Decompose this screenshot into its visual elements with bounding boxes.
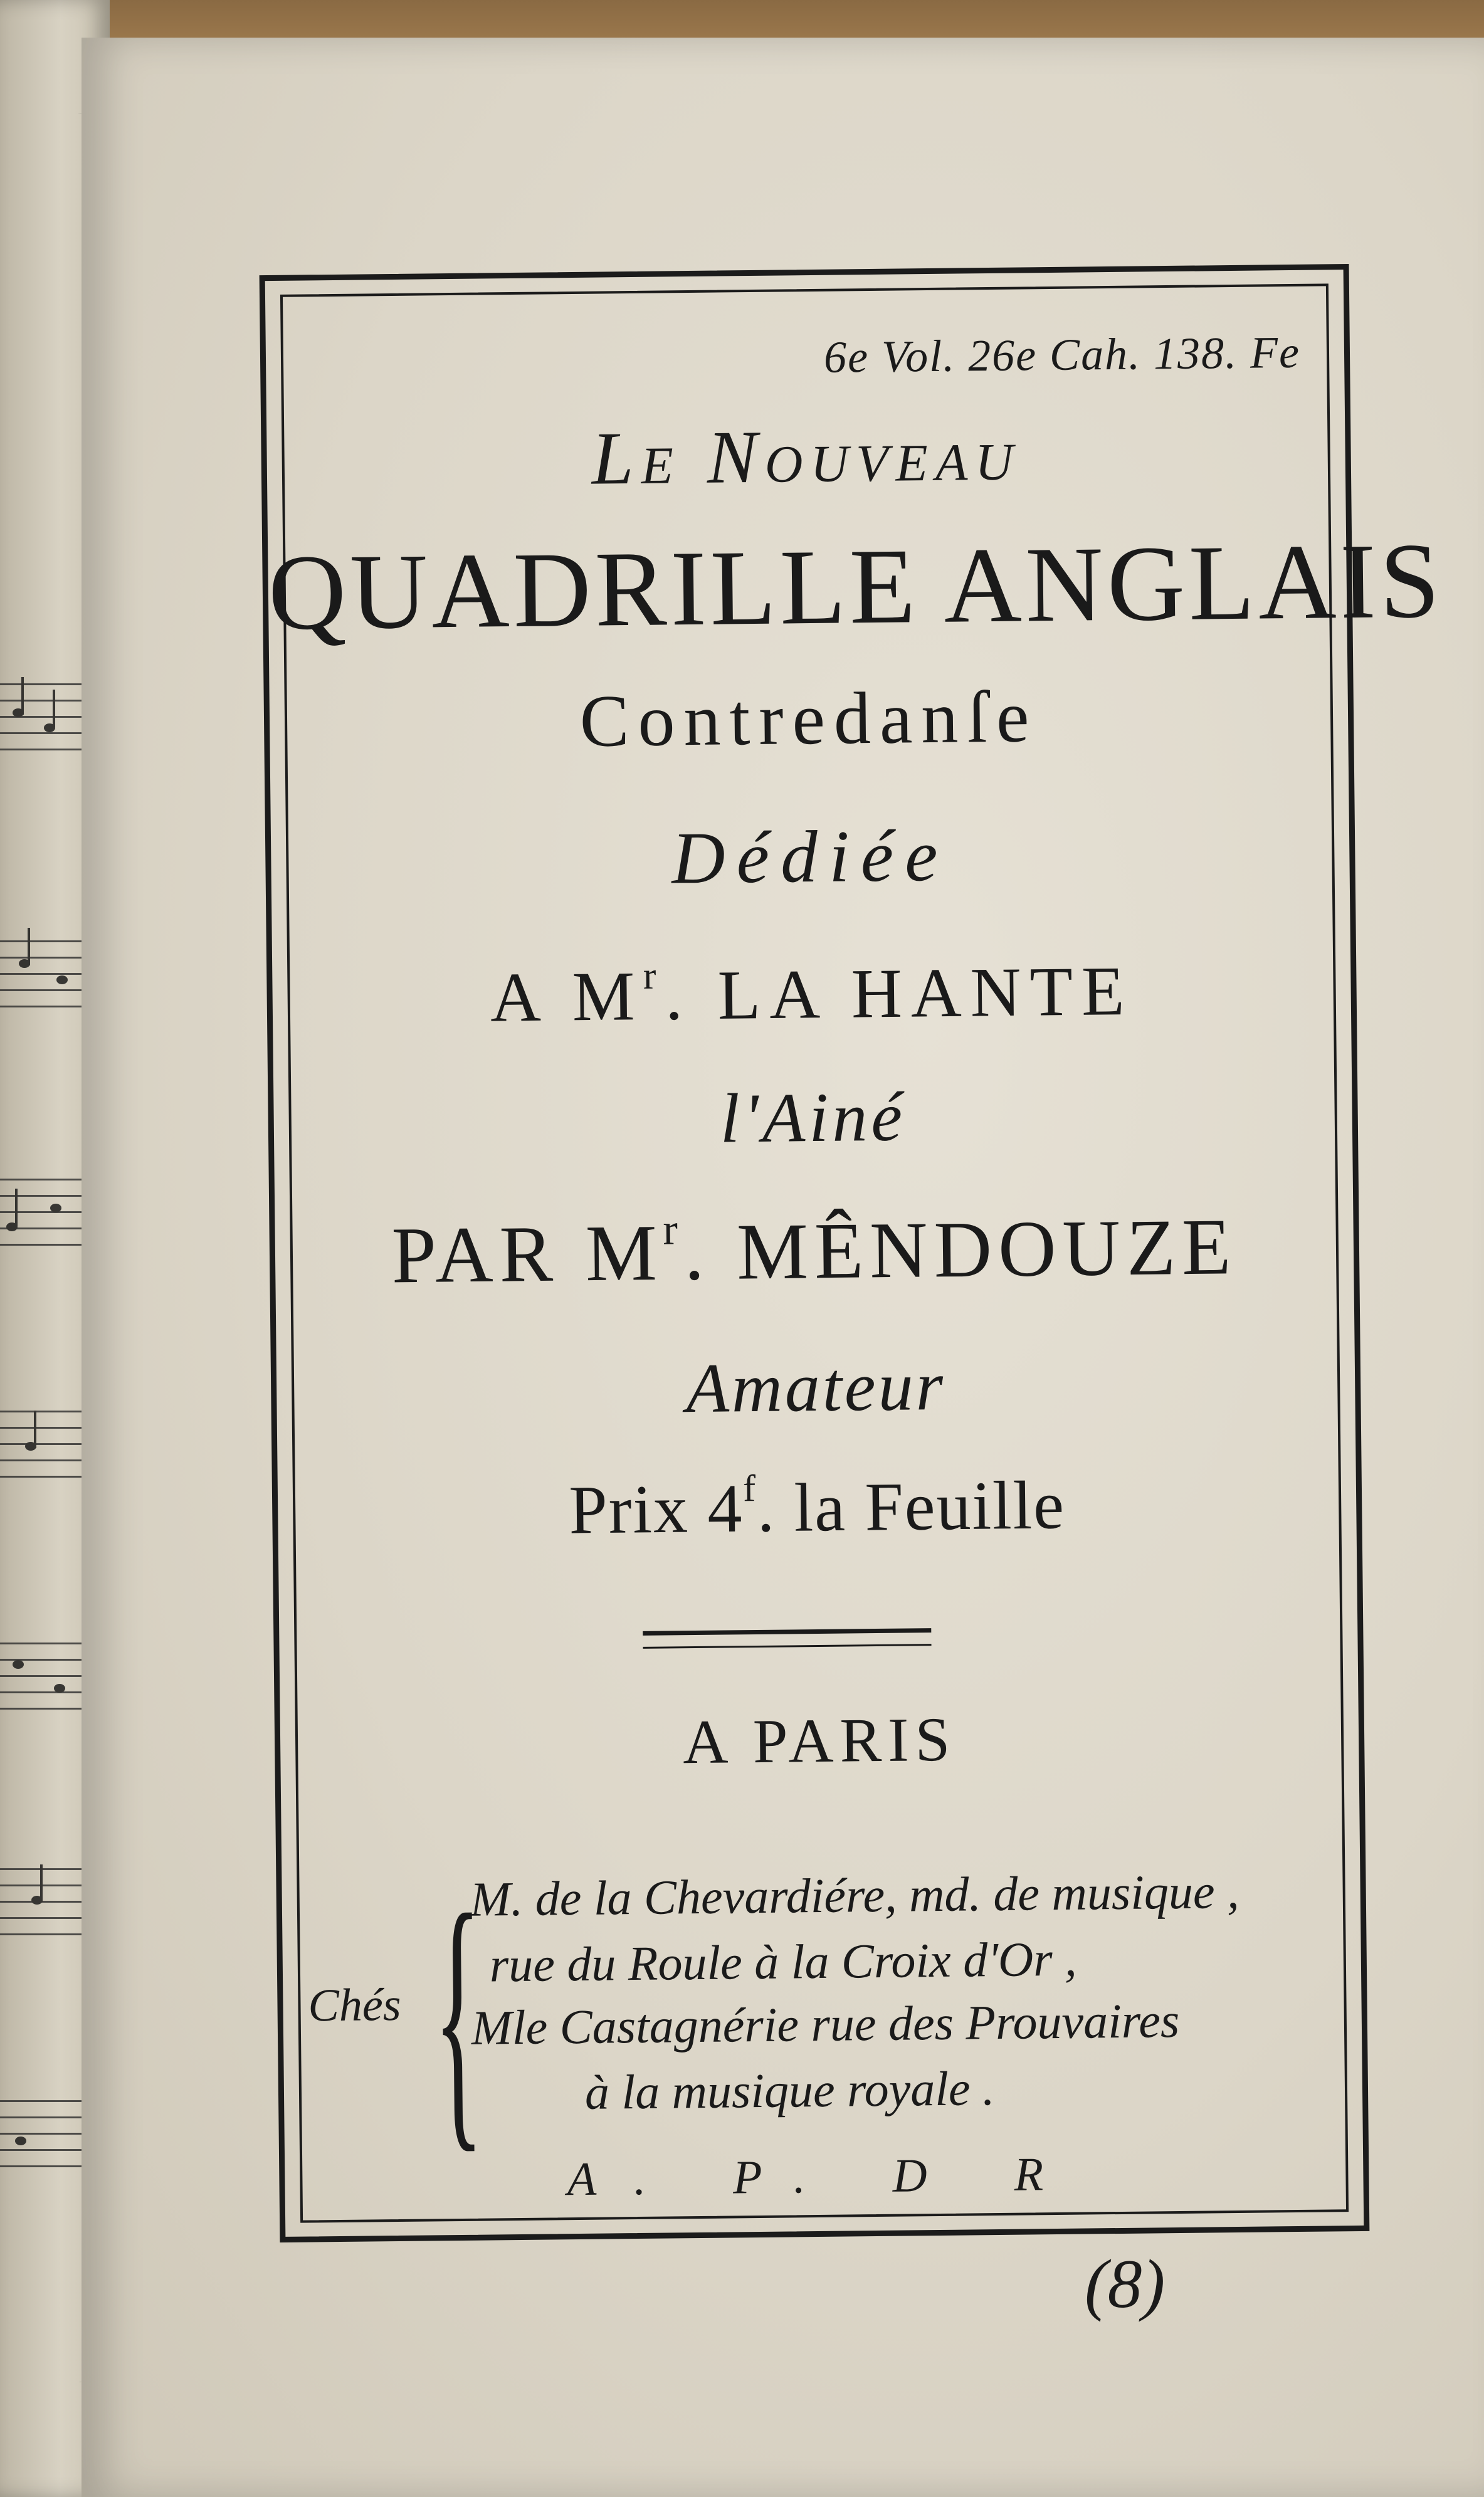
ornamental-rule [643,1628,931,1649]
privilege-mark: A. P. D R [567,2147,1081,2206]
music-staff [0,1179,88,1254]
dedicatee-prefix: A M [490,957,644,1037]
price-sup: f [742,1467,757,1510]
composer-sup: r [662,1205,685,1254]
address-line-1: M. de la Chevardiére, md. de musique , [470,1863,1239,1927]
price-suffix: . la Feuille [756,1466,1066,1547]
title-line-nouveau: Le Nouveau [591,412,1021,500]
composer [275,1197,1354,1303]
title-content [265,270,1445,2237]
page-number: (8) [1085,2246,1166,2322]
shelfmark: 6e Vol. 26e Cah. 138. Fe [823,327,1301,382]
address-line-2: rue du Roule à la Croix d'Or , [489,1931,1077,1992]
title-page [82,38,1484,2497]
music-staff [0,683,88,759]
price-prefix: Prix 4 [568,1469,744,1548]
music-staff [0,2100,88,2175]
music-staff [0,1643,88,1718]
composer-prefix: PAR M [391,1207,664,1300]
dedicatee-sup: r [643,954,665,997]
address-line-3: Mle Castagnérie rue des Prouvaires [471,1992,1180,2055]
price [278,1461,1357,1553]
address-line-4: à la musique royale . [584,2061,995,2120]
curly-brace-icon: { [432,1855,484,2176]
genre-label: Contredanſe [579,675,1039,762]
engraved-frame [260,264,1445,2242]
dedicatee-qualifier: l'Ainé [719,1078,907,1158]
music-staff [0,1411,88,1486]
music-staff [0,940,88,1016]
publication-city: A PARIS [682,1704,957,1777]
chez-label: Chés [308,1979,401,2032]
dedicatee-name: . LA HANTE [665,952,1134,1035]
title-main: QUADRILLE ANGLAIS [267,521,1445,653]
dedicatee [272,947,1351,1041]
music-staff [0,1868,88,1943]
composer-name: . MÊNDOUZE [683,1202,1238,1297]
composer-qualifier: Amateur [685,1347,946,1428]
dedication-label: Dédiée [671,814,950,900]
